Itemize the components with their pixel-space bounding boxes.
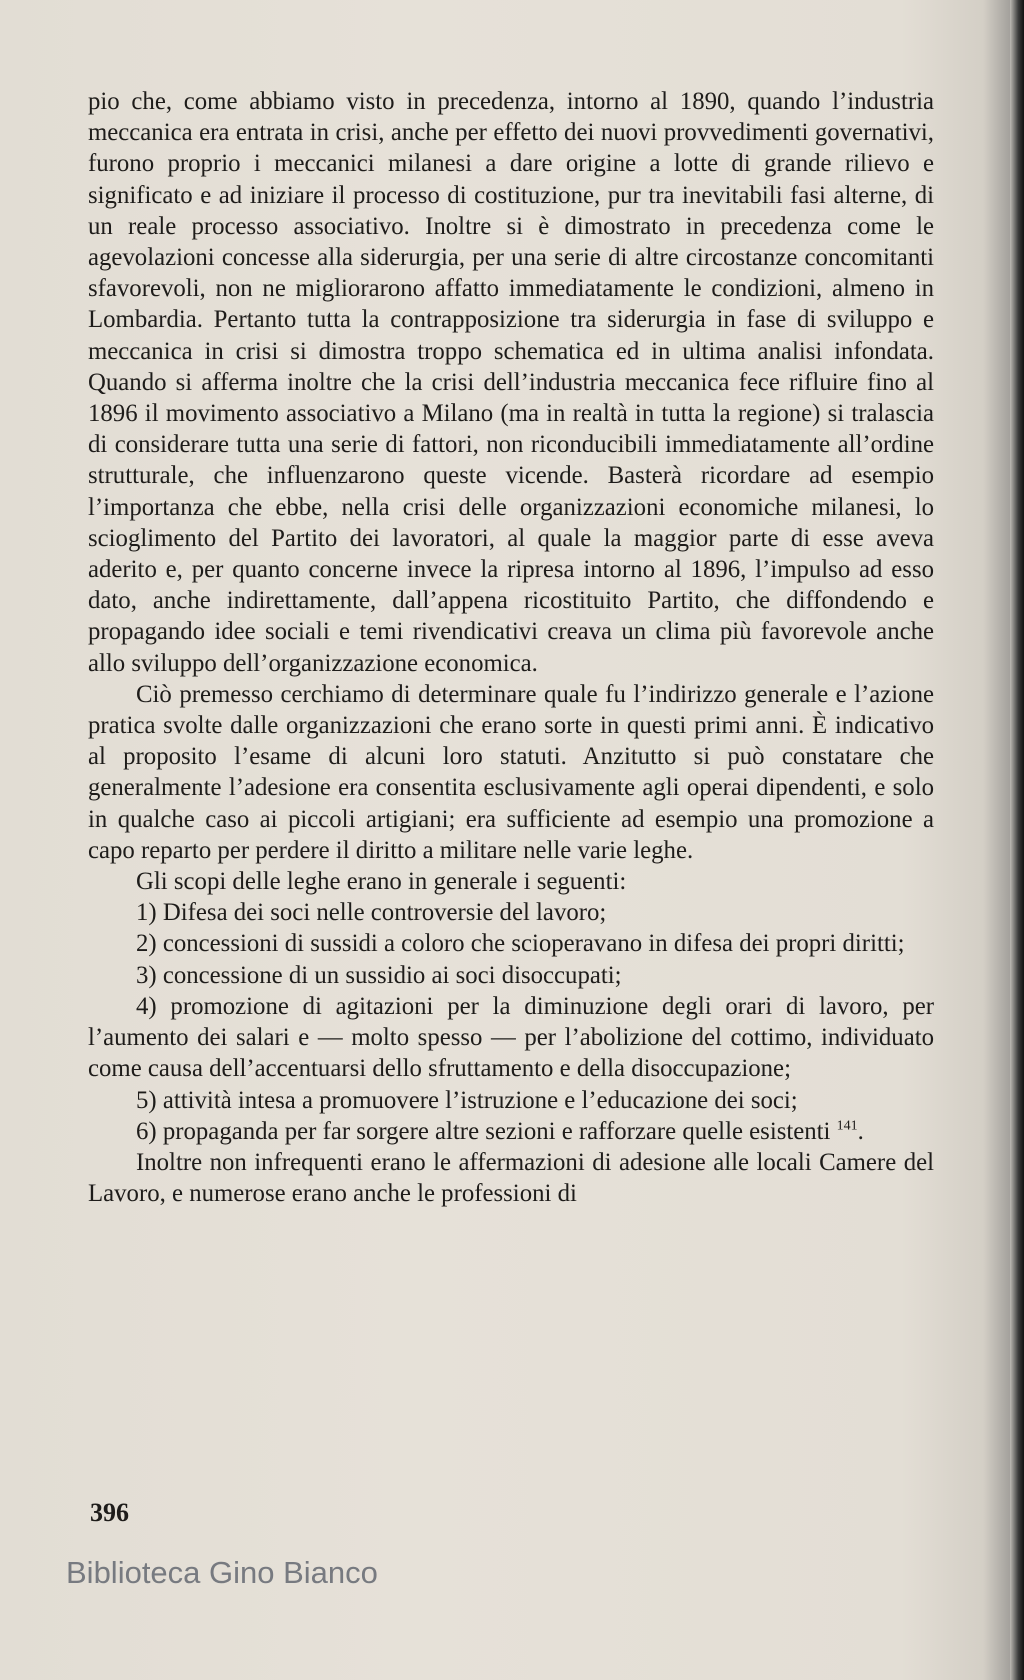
list-item-6-text: 6) propaganda per far sorgere altre sezioni e rafforzare quelle esistenti (136, 1117, 831, 1145)
body-text (88, 86, 934, 1209)
list-end-punctuation: . (857, 1117, 864, 1145)
library-watermark: Biblioteca Gino Bianco (66, 1555, 378, 1590)
page-number: 396 (90, 1498, 129, 1527)
paragraph-3: Gli scopi delle leghe erano in generale i seguenti: (136, 868, 627, 896)
list-item-1: 1) Difesa dei soci nelle controversie del lavoro; (136, 899, 607, 927)
list-item-3: 3) concessione di un sussidio ai soci disoccupati; (136, 961, 622, 989)
list-item-6 (88, 1116, 934, 1147)
paragraph-1: pio che, come abbiamo visto in precedenza, intorno al 1890, quando l’industria meccanica era entrata in crisi, anche per effetto dei nuovi provvedimenti governativi, furono proprio i meccanici milanesi a dare origine a lotte di grande rilievo e significato e ad iniziare il processo di costituzione, pur tra inevitabili fasi alterne, di un reale processo associativo. Inoltre si è dimostrato in precedenza come le agevolazioni concesse alla siderurgia, per una serie di altre circostanze concomitanti sfavorevoli, non ne migliorarono affatto immediatamente le condizioni, almeno in Lombardia. Pertanto tutta la contrapposizione tra siderurgia in fase di sviluppo e meccanica in crisi si dimostra troppo schematica ed in ultima analisi infondata. Quando si afferma inoltre che la crisi dell’industria meccanica fece rifluire fino al 1896 il movimento associativo a Milano (ma in realtà in tutta la regione) si tralascia di considerare tutta una serie di fattori, non riconducibili immediatamente all’ordine strutturale, che influenzarono queste vicende. Basterà ricordare ad esempio l’importanza che ebbe, nella crisi delle organizzazioni economiche milanesi, lo scioglimento del Partito dei lavoratori, al quale la maggior parte di esse aveva aderito e, per quanto concerne invece la ripresa intorno al 1896, l’impulso ad esso dato, anche indirettamente, dall’appena ricostituito Partito, che diffondendo e propagando idee sociali e temi rivendicativi creava un clima più favorevole anche allo sviluppo dell’organizzazione economica. (88, 88, 934, 677)
list-item-5: 5) attività intesa a promuovere l’istruzione e l’educazione dei soci; (136, 1086, 798, 1114)
book-spine-shadow (1010, 0, 1024, 1680)
list-item-2: 2) concessioni di sussidi a coloro che scioperavano in difesa dei propri diritti; (136, 930, 905, 958)
footnote-reference: 141 (836, 1118, 858, 1134)
closing-paragraph: Inoltre non infrequenti erano le affermazioni di adesione alle locali Camere del Lavoro, e numerose erano anche le professioni di (88, 1148, 934, 1208)
list-item-4: 4) promozione di agitazioni per la diminuzione degli orari di lavoro, per l’aumento dei salari e — molto spesso — per l’abolizione del cottimo, individuato come causa dell’accentuarsi dello sfruttamento e della disoccupazione; (88, 992, 934, 1083)
paragraph-2: Ciò premesso cerchiamo di determinare quale fu l’indirizzo generale e l’azione pratica svolte dalle organizzazioni che erano sorte in questi primi anni. È indicativo al proposito l’esame di alcuni loro statuti. Anzitutto si può constatare che generalmente l’adesione era consentita esclusivamente agli operai dipendenti, e solo in qualche caso ai piccoli artigiani; era sufficiente ad esempio una promozione a capo reparto per perdere il diritto a militare nelle varie leghe. (88, 680, 934, 864)
